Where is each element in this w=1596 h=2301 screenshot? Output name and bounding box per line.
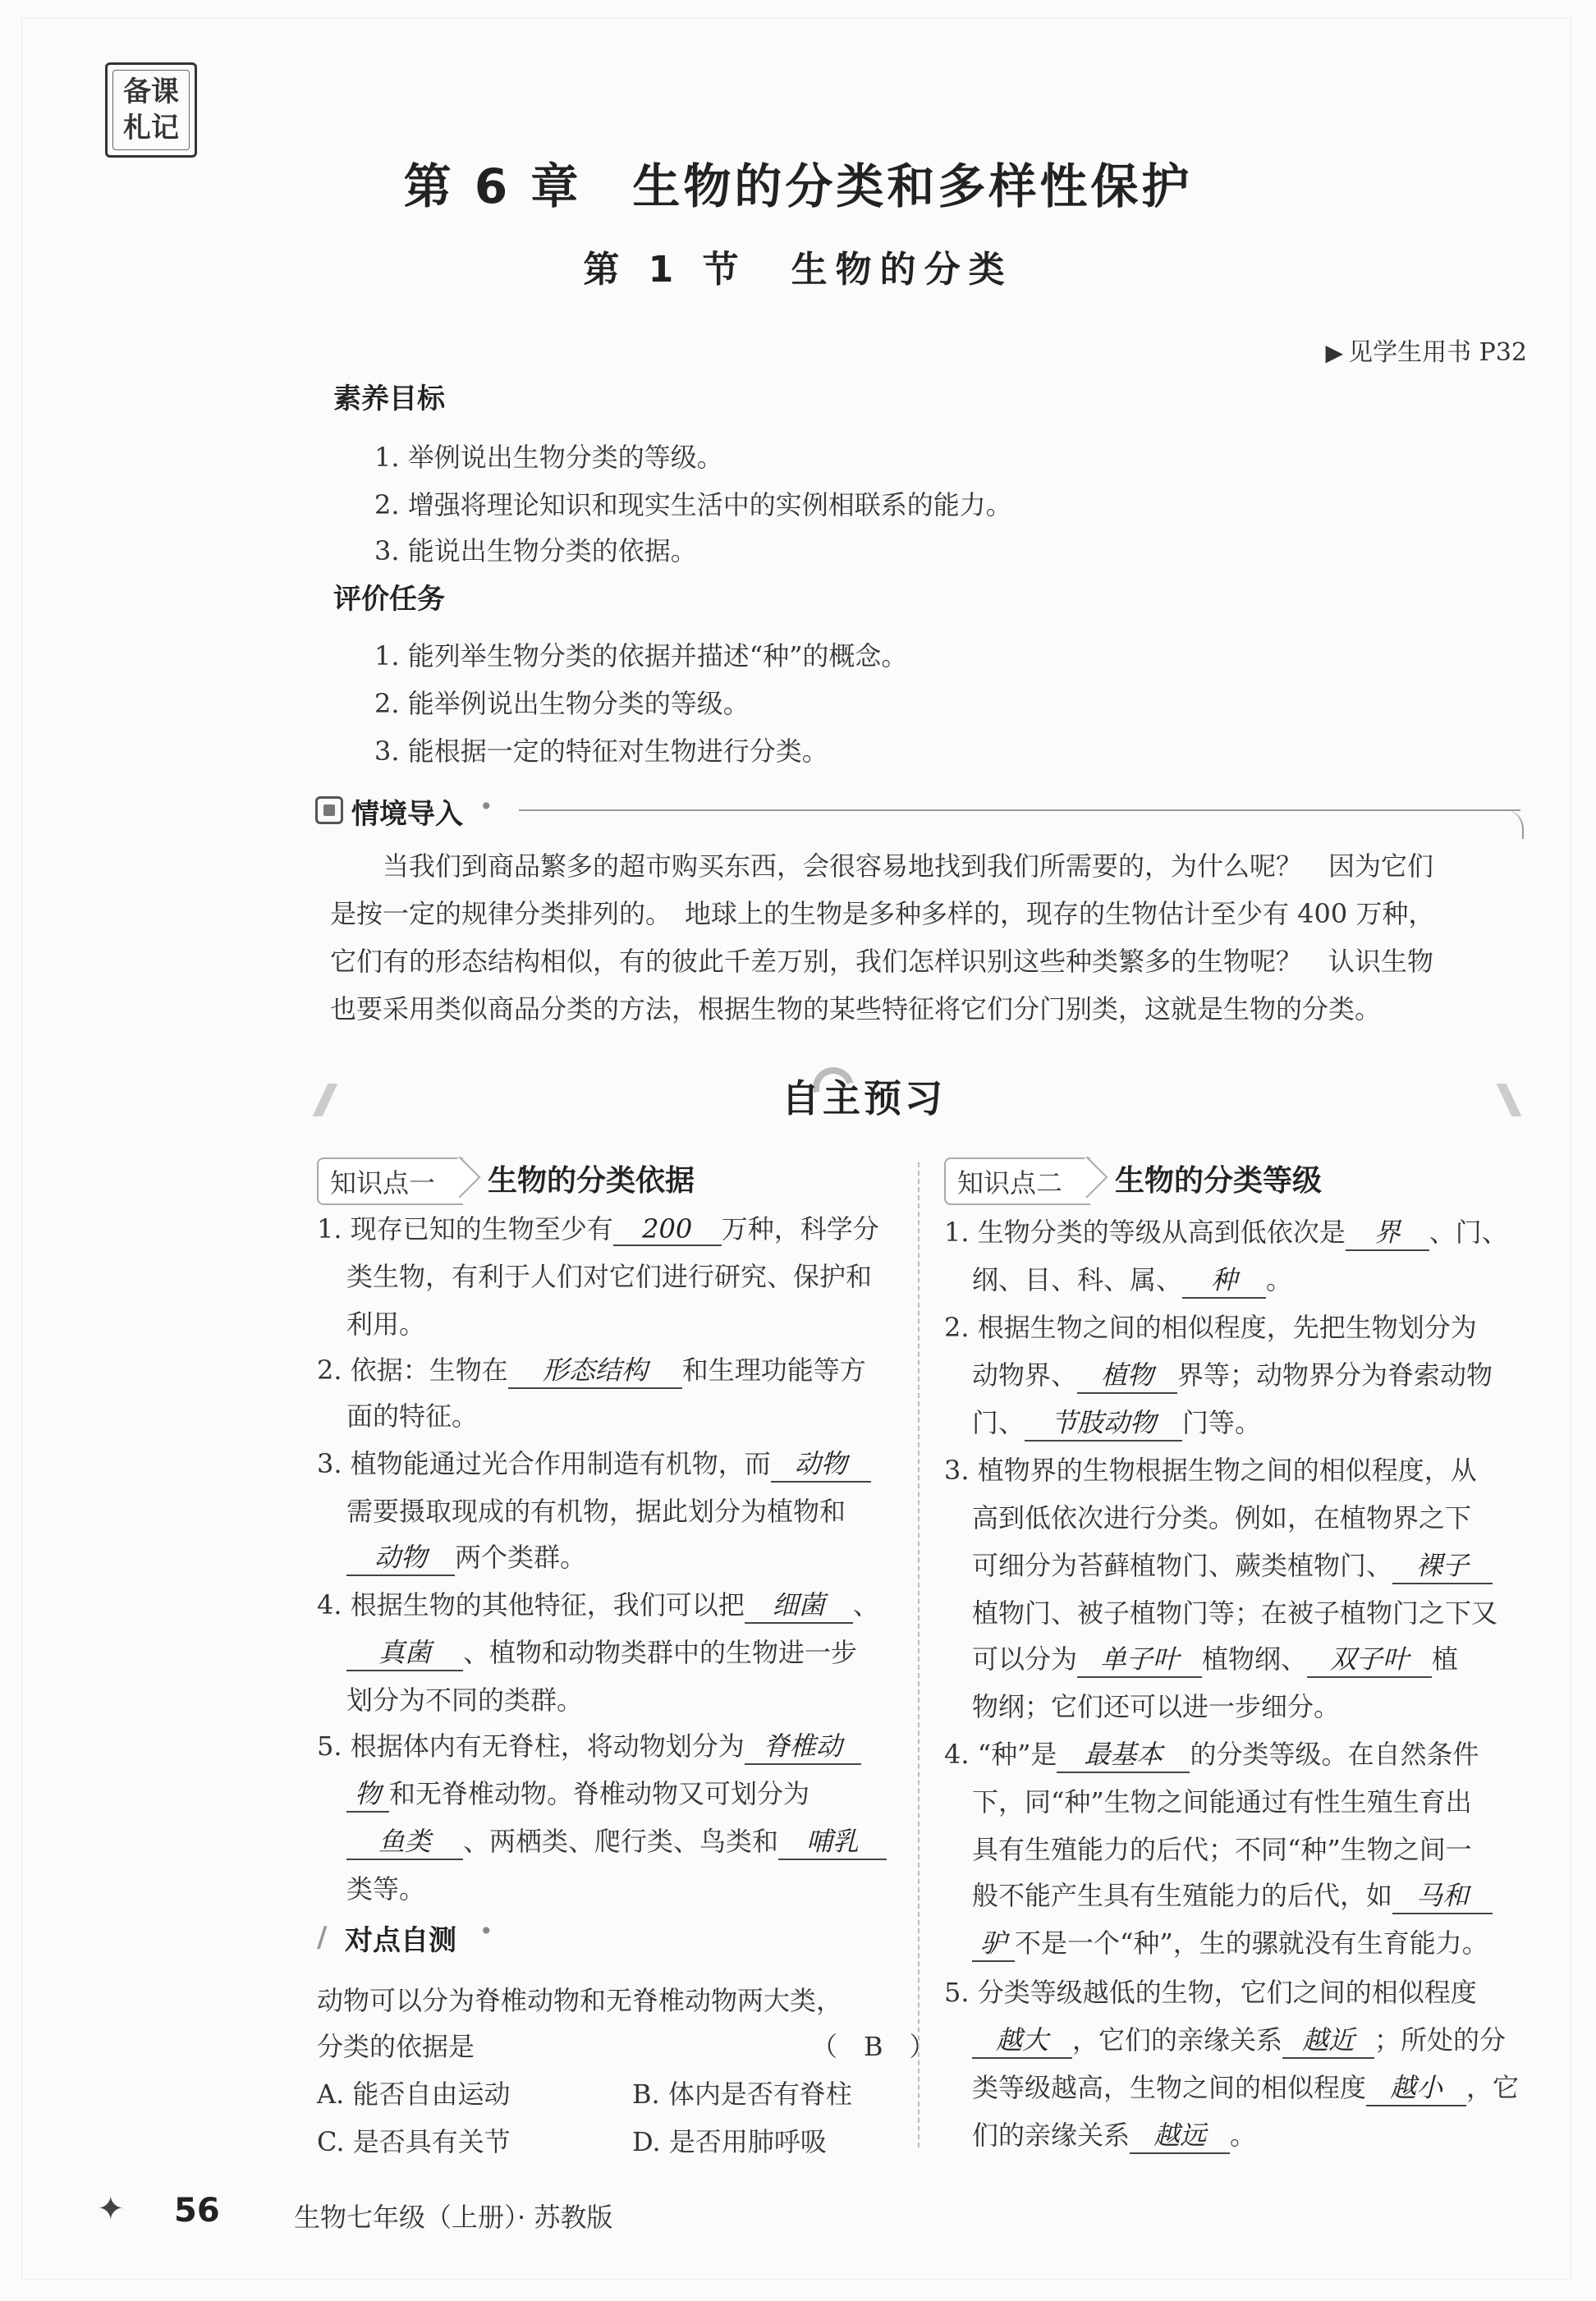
intro-divider-line — [519, 809, 1520, 811]
kp1-tag: 知识点一 — [317, 1157, 463, 1205]
task-item-1: 1. 能列举生物分类的依据并描述“种”的概念。 — [374, 640, 908, 672]
student-book-reference — [1326, 332, 1527, 368]
kp2-q2-line2: 动物界、 植物 界等；动物界分为脊索动物 — [972, 1354, 1493, 1394]
kp2-q5-line1: 5. 分类等级越低的生物，它们之间的相似程度 — [944, 1977, 1477, 2008]
answer-blank: 界 — [1346, 1212, 1429, 1251]
kp1-q3-line3: 动物 两个类群。 — [346, 1537, 586, 1576]
kp2-q4-line2: 下，同“种”生物之间能通过有性生殖生育出 — [972, 1786, 1472, 1817]
kp2-title: 生物的分类等级 — [1115, 1164, 1323, 1198]
page-number: 56 — [174, 2192, 220, 2230]
kp1-title: 生物的分类依据 — [488, 1164, 695, 1198]
kp1-q1-line2: 类生物，有利于人们对它们进行研究、保护和 — [346, 1261, 873, 1292]
kp1-q4-line1: 4. 根据生物的其他特征，我们可以把 细菌 、 — [317, 1584, 879, 1624]
reference-text: 见学生用书 P32 — [1348, 338, 1527, 367]
kp2-q4-line5: 驴 不是一个“种”，生的骡就没有生育能力。 — [972, 1923, 1488, 1962]
stamp-line-2: 札记 — [123, 112, 179, 144]
kp2-tag: 知识点二 — [944, 1157, 1090, 1205]
dot-icon: • — [479, 1918, 493, 1945]
kp1-q3-line1: 3. 植物能通过光合作用制造有机物，而 动物 — [317, 1443, 871, 1483]
task-item-3: 3. 能根据一定的特征对生物进行分类。 — [374, 736, 828, 767]
answer-blank: 单子叶 — [1077, 1639, 1202, 1678]
intro-heading: 情境导入 — [351, 798, 463, 831]
goal-item-3: 3. 能说出生物分类的依据。 — [374, 535, 697, 566]
tasks-heading: 评价任务 — [333, 583, 445, 616]
preview-title: 自主预习 — [782, 1076, 946, 1121]
kp2-q3-line4: 植物门、被子植物门等；在被子植物门之下又 — [972, 1597, 1498, 1629]
kp2-q3-line2: 高到低依次进行分类。例如，在植物界之下 — [972, 1502, 1472, 1533]
kp2-q4-line3: 具有生殖能力的后代；不同“种”生物之间一 — [972, 1834, 1472, 1865]
intro-line-2: 是按一定的规律分类排列的。 地球上的生物是多种多样的，现存的生物估计至少有 400 万种， — [330, 898, 1435, 929]
answer-blank: 植物 — [1077, 1354, 1177, 1394]
lesson-notes-stamp — [105, 62, 197, 158]
answer-blank: 双子叶 — [1307, 1639, 1432, 1678]
answer-blank: 节肢动物 — [1025, 1402, 1182, 1442]
kp1-q3-line2: 需要摄取现成的有机物，据此划分为植物和 — [346, 1496, 846, 1527]
answer-blank: 越大 — [972, 2019, 1072, 2059]
answer-blank: 裸子 — [1392, 1545, 1493, 1584]
answer-blank: 形态结构 — [508, 1350, 682, 1389]
kp2-q4-line1: 4. “种”是 最基本 的分类等级。在自然条件 — [944, 1734, 1479, 1773]
kp1-q2-line1: 2. 依据：生物在 形态结构 和生理功能等方 — [317, 1350, 866, 1389]
self-test-answer: （ B ） — [811, 2031, 936, 2062]
kp2-q3-line1: 3. 植物界的生物根据生物之间的相似程度，从 — [944, 1455, 1477, 1486]
answer-blank: 脊椎动 — [745, 1726, 861, 1765]
answer-blank: 越近 — [1282, 2019, 1374, 2059]
kp2-q2-line3: 门、 节肢动物 门等。 — [972, 1402, 1261, 1442]
answer-blank: 越小 — [1366, 2067, 1466, 2106]
kp1-q5-line1: 5. 根据体内有无脊柱，将动物划分为 脊椎动 — [317, 1726, 861, 1765]
goal-item-1: 1. 举例说出生物分类的等级。 — [374, 442, 723, 473]
kp1-q2-line2: 面的特征。 — [346, 1400, 479, 1432]
answer-blank: 驴 — [972, 1923, 1015, 1962]
intro-line-4: 也要采用类似商品分类的方法，根据生物的某些特征将它们分门别类，这就是生物的分类。 — [330, 993, 1382, 1024]
scene-intro-icon — [315, 796, 343, 824]
footer-arrow-icon: ✦ — [97, 2190, 125, 2228]
section-title: 第 1 节 生物的分类 — [583, 249, 1013, 291]
kp1-q4-line2: 真菌 、植物和动物类群中的生物进一步 — [346, 1632, 857, 1671]
chapter-title: 第 6 章 生物的分类和多样性保护 — [403, 158, 1193, 214]
self-test-question-1: 动物可以分为脊椎动物和无脊椎动物两大类， — [317, 1985, 843, 2016]
answer-blank: 种 — [1182, 1259, 1266, 1299]
kp2-q5-line4: 们的亲缘关系 越远 。 — [972, 2115, 1256, 2154]
kp1-q4-line3: 划分为不同的类群。 — [346, 1684, 584, 1716]
goals-heading: 素养目标 — [333, 383, 445, 415]
option-a: A. 能否自由运动 — [317, 2079, 511, 2110]
option-b: B. 体内是否有脊柱 — [632, 2079, 852, 2110]
answer-blank: 最基本 — [1057, 1734, 1190, 1773]
dot-icon: • — [479, 793, 493, 820]
kp2-q3-line5: 可以分为 单子叶 植物纲、 双子叶 植 — [972, 1639, 1458, 1678]
self-test-heading: 对点自测 — [345, 1924, 456, 1957]
answer-blank: 马和 — [1392, 1875, 1493, 1914]
kp2-q5-line2: 越大 ，它们的亲缘关系 越近 ；所处的分 — [972, 2019, 1506, 2059]
answer-blank: 200 — [613, 1213, 722, 1246]
kp1-q1-line1: 1. 现存已知的生物至少有 200 万种，科学分 — [317, 1213, 879, 1244]
answer-blank: 越远 — [1130, 2115, 1230, 2154]
option-c: C. 是否具有关节 — [317, 2126, 511, 2157]
goal-item-2: 2. 增强将理论知识和现实生活中的实例相联系的能力。 — [374, 489, 1012, 520]
answer-blank: 动物 — [771, 1443, 871, 1483]
option-d: D. 是否用肺呼吸 — [632, 2126, 827, 2157]
kp2-q3-line3: 可细分为苔藓植物门、蕨类植物门、 裸子 — [972, 1545, 1493, 1584]
kp1-q1-line3: 利用。 — [346, 1309, 426, 1340]
kp2-q4-line4: 般不能产生具有生殖能力的后代，如 马和 — [972, 1875, 1493, 1914]
column-divider — [918, 1162, 920, 2147]
kp2-q1-line1: 1. 生物分类的等级从高到低依次是 界 、门、 — [944, 1212, 1508, 1251]
kp2-q1-line2: 纲、目、科、属、 种 。 — [972, 1259, 1292, 1299]
answer-blank: 鱼类 — [346, 1821, 463, 1860]
answer-blank: 动物 — [346, 1537, 455, 1576]
self-test-question-2: 分类的依据是 — [317, 2031, 475, 2062]
task-item-2: 2. 能举例说出生物分类的等级。 — [374, 688, 750, 719]
book-title: 生物七年级（上册）· 苏教版 — [294, 2202, 613, 2233]
intro-line-3: 它们有的形态结构相似，有的彼此千差万别，我们怎样识别这些种类繁多的生物呢？ 认识生物 — [330, 946, 1434, 977]
intro-line-1: 当我们到商品繁多的超市购买东西，会很容易地找到我们所需要的，为什么呢？ 因为它们 — [330, 850, 1434, 882]
answer-blank: 细菌 — [745, 1584, 853, 1624]
answer-blank: 真菌 — [346, 1632, 463, 1671]
kp1-q5-line4: 类等。 — [346, 1873, 426, 1905]
answer-blank: 物 — [346, 1773, 389, 1813]
answer-blank: 哺乳 — [778, 1821, 887, 1860]
kp2-q5-line3: 类等级越高，生物之间的相似程度 越小 ，它 — [972, 2067, 1519, 2106]
kp1-q5-line2: 物 和无脊椎动物。脊椎动物又可划分为 — [346, 1773, 809, 1813]
kp2-q2-line1: 2. 根据生物之间的相似程度，先把生物划分为 — [944, 1312, 1477, 1343]
kp1-q5-line3: 鱼类 、两栖类、爬行类、鸟类和 哺乳 — [346, 1821, 887, 1860]
pencil-slash-icon: ∕ — [317, 1921, 328, 1954]
stamp-line-1: 备课 — [123, 76, 179, 108]
play-triangle-icon: ▶ — [1325, 339, 1344, 366]
kp2-q3-line6: 物纲；它们还可以进一步细分。 — [972, 1691, 1341, 1722]
